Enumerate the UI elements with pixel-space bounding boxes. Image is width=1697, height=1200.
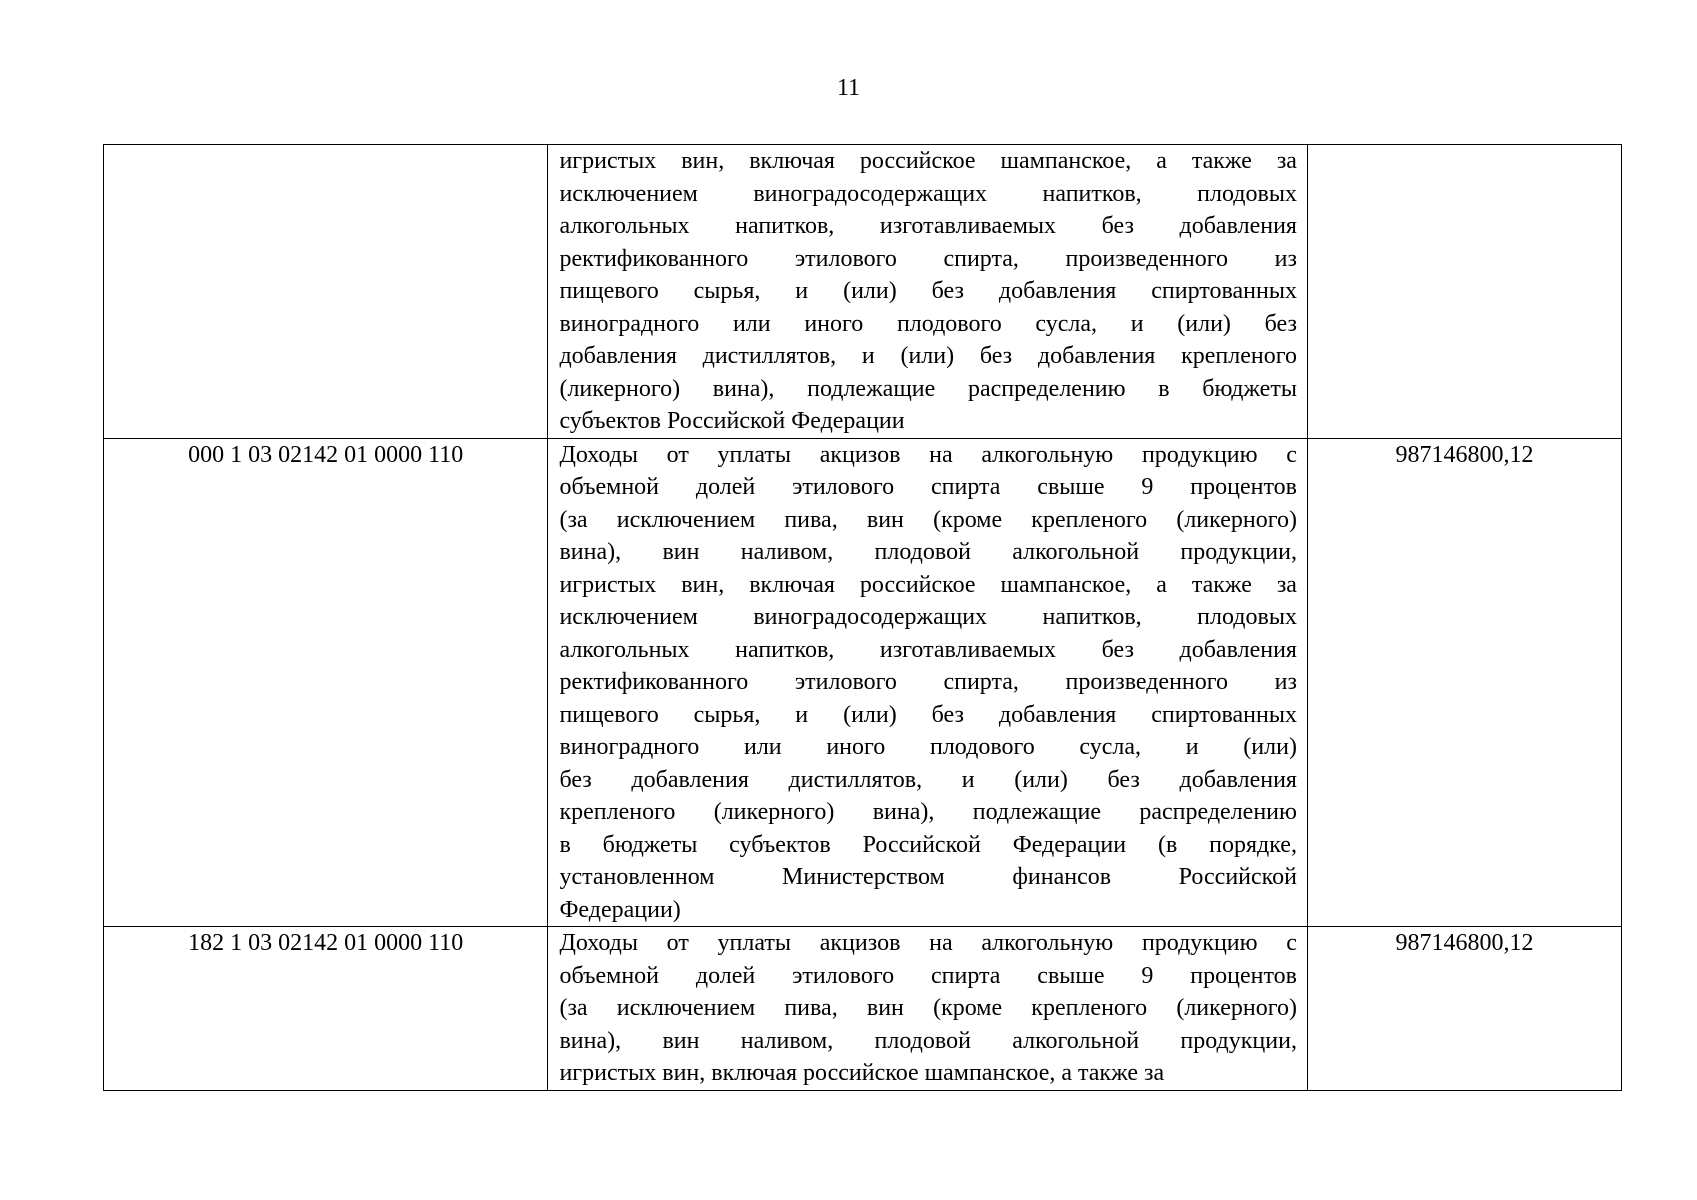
page-number: 11	[836, 75, 861, 101]
description-line: Доходы от уплаты акцизов на алкогольную продукцию с	[559, 441, 1297, 468]
description-line: исключением виноградосодержащих напитков, плодовых	[559, 180, 1297, 207]
description-cell	[548, 438, 1308, 927]
description-line: (за исключением пива, вин (кроме крепленого (ликерного)	[559, 506, 1297, 533]
table-row	[104, 145, 1622, 439]
budget-code-cell: 182 1 03 02142 01 0000 110	[104, 927, 548, 1091]
table-body	[104, 145, 1622, 1091]
description-line: крепленого (ликерного) вина), подлежащие распределению	[559, 799, 1297, 825]
description-line: объемной долей этилового спирта свыше 9 процентов	[559, 962, 1297, 989]
description-line: добавления дистиллятов, и (или) без добавления крепленого	[559, 343, 1297, 369]
amount-cell: 987146800,12	[1307, 927, 1621, 1091]
description-line: ректификованного этилового спирта, произведенного из	[559, 245, 1297, 272]
description-line: виноградного или иного плодового сусла, и (или) без	[559, 310, 1297, 337]
description-line: вина), вин наливом, плодовой алкогольной продукции,	[559, 539, 1297, 565]
amount-cell	[1307, 145, 1621, 439]
description-line: без добавления дистиллятов, и (или) без добавления	[559, 766, 1297, 793]
description-line: игристых вин, включая российское шампанское, а также за	[559, 571, 1297, 598]
description-line: в бюджеты субъектов Российской Федерации (в порядке,	[559, 831, 1297, 858]
description-line: (ликерного) вина), подлежащие распределению в бюджеты	[559, 375, 1297, 402]
description-line: (за исключением пива, вин (кроме крепленого (ликерного)	[559, 995, 1297, 1021]
description-line: объемной долей этилового спирта свыше 9 процентов	[559, 474, 1297, 500]
description-line: вина), вин наливом, плодовой алкогольной продукции,	[559, 1027, 1297, 1054]
description-line: Федерации)	[559, 896, 681, 923]
description-line: алкогольных напитков, изготавливаемых без добавления	[559, 636, 1297, 663]
description-line: виноградного или иного плодового сусла, и (или)	[559, 734, 1297, 760]
budget-code-cell: 000 1 03 02142 01 0000 110	[104, 438, 548, 927]
description-line: исключением виноградосодержащих напитков, плодовых	[559, 604, 1297, 630]
description-line: алкогольных напитков, изготавливаемых без добавления	[559, 213, 1297, 239]
description-cell	[548, 927, 1308, 1091]
description-line: пищевого сырья, и (или) без добавления спиртованных	[559, 701, 1297, 728]
table-row	[104, 438, 1622, 927]
description-line: установленном Министерством финансов Российской	[559, 864, 1297, 890]
description-line: ректификованного этилового спирта, произведенного из	[559, 669, 1297, 695]
description-line: субъектов Российской Федерации	[559, 408, 905, 434]
table-row	[104, 927, 1622, 1091]
description-line: Доходы от уплаты акцизов на алкогольную продукцию с	[559, 930, 1297, 956]
budget-revenue-table	[103, 144, 1622, 1091]
amount-cell: 987146800,12	[1307, 438, 1621, 927]
description-cell	[548, 145, 1308, 439]
description-line: игристых вин, включая российское шампанское, а также за	[559, 148, 1297, 174]
description-line: пищевого сырья, и (или) без добавления спиртованных	[559, 278, 1297, 304]
description-line: игристых вин, включая российское шампанское, а также за	[559, 1060, 1165, 1086]
budget-code-cell	[104, 145, 548, 439]
